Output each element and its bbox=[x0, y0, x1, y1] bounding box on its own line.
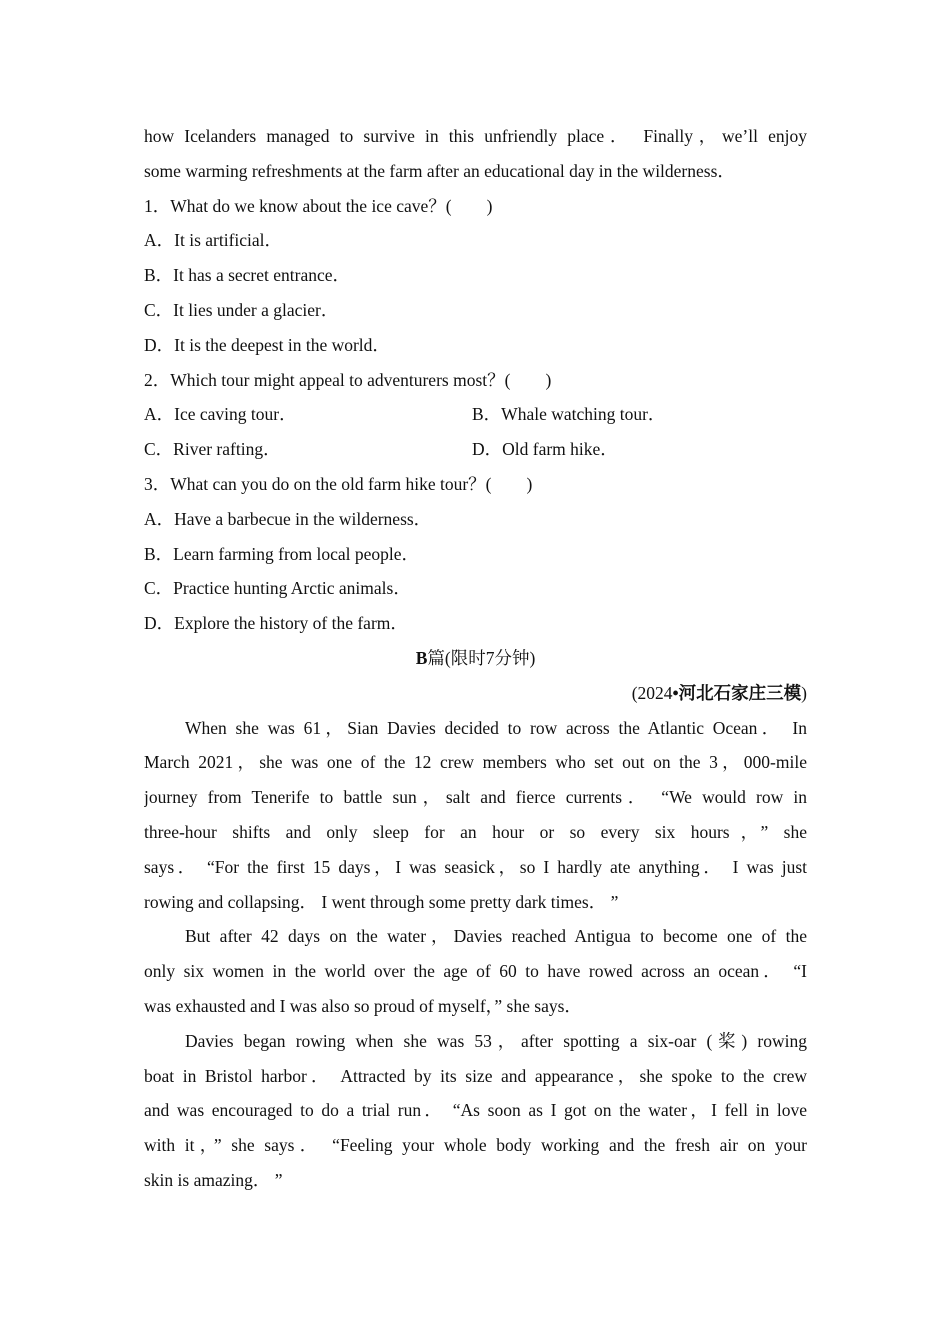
passage-line: journey from Tenerife to battle sun，salt and fierce currents． “We would row in bbox=[144, 787, 807, 808]
option-d: D．Old farm hike． bbox=[472, 439, 618, 460]
question-3 bbox=[144, 467, 807, 641]
source-prefix: (2024 bbox=[631, 682, 673, 703]
passage-line: When she was 61，Sian Davies decided to row across the Atlantic Ocean． In bbox=[185, 717, 807, 738]
section-b-heading bbox=[144, 641, 807, 676]
paragraph-2 bbox=[144, 919, 807, 1023]
passage-line: only six women in the world over the age of 60 to have rowed across an ocean． “I bbox=[144, 961, 807, 982]
question-stem: 1．What do we know about the ice cave？( ) bbox=[144, 195, 493, 216]
passage-line: says． “For the first 15 days，I was seasick，so I hardly ate anything． I was just bbox=[144, 856, 807, 877]
passage-line: rowing and collapsing． I went through some pretty dark times． ” bbox=[144, 891, 619, 912]
source-suffix: ) bbox=[801, 682, 807, 703]
question-stem: 3．What can you do on the old farm hike tour？( ) bbox=[144, 473, 533, 494]
passage-line: and was encouraged to do a trial run． “As soon as I got on the water，I fell in love bbox=[144, 1100, 807, 1121]
passage-line: March 2021，she was one of the 12 crew members who set out on the 3，000-mile bbox=[144, 752, 807, 773]
passage-line: how Icelanders managed to survive in this unfriendly place． Finally，we’ll enjoy bbox=[144, 126, 807, 146]
section-letter: B bbox=[415, 647, 428, 668]
option-b: B．It has a secret entrance． bbox=[144, 265, 351, 286]
option-d: D．Explore the history of the farm． bbox=[144, 613, 408, 634]
passage-line: But after 42 days on the water，Davies reached Antigua to become one of the bbox=[185, 926, 807, 947]
passage-line: was exhausted and I was also so proud of myself，” she says． bbox=[144, 995, 582, 1016]
passage-line: boat in Bristol harbor． Attracted by its size and appearance，she spoke to the crew bbox=[144, 1065, 807, 1086]
section-time-limit: 篇(限时7分钟) bbox=[427, 647, 536, 668]
question-stem: 2．Which tour might appeal to adventurers most？( ) bbox=[144, 369, 552, 390]
option-c: C．Practice hunting Arctic animals． bbox=[144, 578, 411, 599]
question-2 bbox=[144, 363, 807, 467]
passage-b bbox=[144, 711, 807, 1198]
option-a: A．It is artificial． bbox=[144, 230, 283, 251]
passage-line: three-hour shifts and only sleep for an hour or so every six hours，” she bbox=[144, 821, 807, 842]
passage-line: Davies began rowing when she was 53，after spotting a six-oar (桨) rowing bbox=[185, 1030, 807, 1051]
paragraph-1 bbox=[144, 711, 807, 920]
source-name: •河北石家庄三模 bbox=[672, 682, 802, 703]
option-c: C．River rafting． bbox=[144, 439, 281, 460]
passage-line: some warming refreshments at the farm after an educational day in the wilderness． bbox=[144, 160, 735, 181]
passage-a-ending bbox=[144, 119, 807, 189]
option-b: B．Learn farming from local people． bbox=[144, 543, 420, 564]
section-b-source bbox=[144, 676, 807, 711]
option-d: D．It is the deepest in the world． bbox=[144, 334, 390, 355]
document-page bbox=[144, 119, 807, 1198]
question-1 bbox=[144, 189, 807, 363]
option-a: A．Ice caving tour． bbox=[144, 404, 297, 425]
option-c: C．It lies under a glacier． bbox=[144, 299, 339, 320]
paragraph-3 bbox=[144, 1024, 807, 1198]
passage-line: with it，” she says． “Feeling your whole body working and the fresh air on your bbox=[144, 1135, 807, 1156]
option-b: B．Whale watching tour． bbox=[472, 404, 666, 425]
passage-line: skin is amazing． ” bbox=[144, 1169, 283, 1190]
option-a: A．Have a barbecue in the wilderness． bbox=[144, 508, 432, 529]
